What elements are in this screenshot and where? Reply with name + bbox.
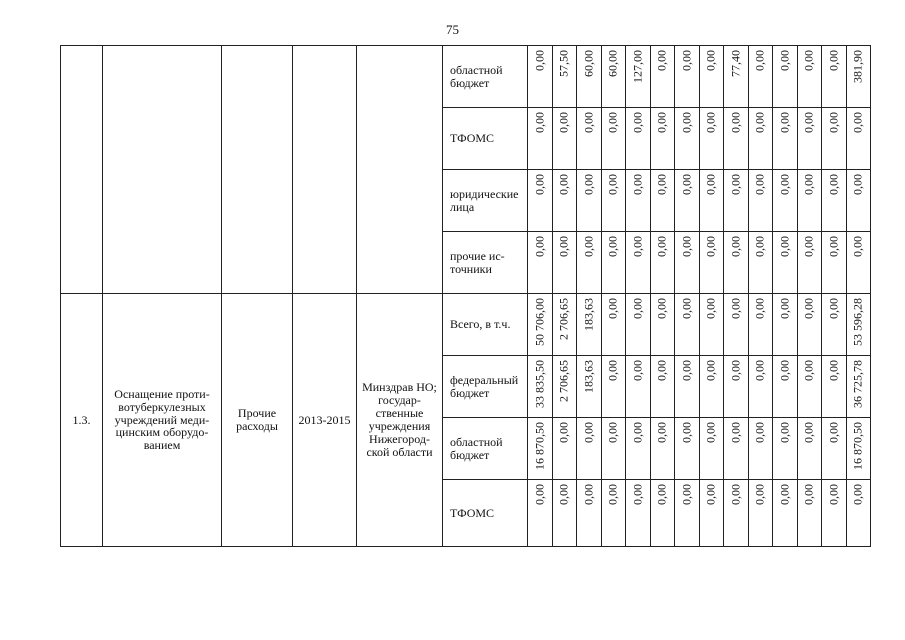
value-text: 183,63	[581, 298, 596, 331]
funding-source-label: федеральный бюджет	[450, 372, 519, 400]
value-text: 0,00	[826, 236, 841, 257]
value-cell	[528, 232, 553, 294]
value-text: 0,00	[850, 174, 865, 195]
value-text: 0,00	[826, 298, 841, 319]
value-cell	[577, 232, 602, 294]
value-cell	[773, 480, 798, 547]
value-text: 0,00	[728, 298, 743, 319]
value-cell	[773, 294, 798, 356]
value-cell	[797, 294, 822, 356]
value-text: 0,00	[605, 236, 620, 257]
value-cell	[699, 356, 724, 418]
value-text: 0,00	[532, 112, 547, 133]
value-text: 0,00	[679, 360, 694, 381]
value-cell	[528, 108, 553, 170]
value-cell	[797, 108, 822, 170]
value-cell	[846, 232, 871, 294]
value-text: 0,00	[630, 174, 645, 195]
value-cell	[724, 170, 749, 232]
value-text: 0,00	[826, 360, 841, 381]
value-text: 0,00	[728, 422, 743, 443]
value-text: 2 706,65	[556, 360, 571, 402]
value-cell	[552, 294, 577, 356]
value-cell	[699, 418, 724, 480]
executor-cell	[357, 294, 443, 547]
value-cell	[724, 294, 749, 356]
value-cell	[577, 480, 602, 547]
value-text: 0,00	[728, 484, 743, 505]
funding-source-cell	[443, 232, 528, 294]
value-text: 0,00	[703, 298, 718, 319]
value-cell	[724, 232, 749, 294]
value-text: 16 870,50	[532, 422, 547, 470]
value-text: 0,00	[850, 484, 865, 505]
funding-source-label: ТФОМС	[450, 505, 495, 520]
value-text: 0,00	[556, 174, 571, 195]
value-cell	[601, 108, 626, 170]
value-cell	[699, 170, 724, 232]
value-cell	[773, 170, 798, 232]
value-cell	[773, 356, 798, 418]
period-text: 2013-2015	[298, 412, 351, 427]
value-text: 381,90	[850, 50, 865, 83]
value-text: 0,00	[826, 422, 841, 443]
value-text: 0,00	[801, 236, 816, 257]
funding-source-label: прочие ис-точники	[450, 248, 505, 276]
executor-cell	[357, 46, 443, 294]
value-cell	[748, 480, 773, 547]
value-text: 0,00	[826, 174, 841, 195]
value-cell	[675, 418, 700, 480]
value-text: 0,00	[703, 236, 718, 257]
value-cell	[601, 294, 626, 356]
funding-source-label: ТФОМС	[450, 131, 495, 146]
value-text: 0,00	[556, 236, 571, 257]
value-text: 183,63	[581, 360, 596, 393]
funding-source-cell	[443, 294, 528, 356]
value-cell	[552, 108, 577, 170]
expense-type-cell	[222, 46, 293, 294]
value-cell	[797, 418, 822, 480]
value-cell	[699, 232, 724, 294]
value-cell	[724, 356, 749, 418]
value-cell	[748, 108, 773, 170]
value-text: 0,00	[777, 484, 792, 505]
value-text: 0,00	[801, 422, 816, 443]
value-cell	[626, 480, 651, 547]
value-text: 0,00	[605, 360, 620, 381]
value-text: 0,00	[826, 484, 841, 505]
value-text: 0,00	[532, 174, 547, 195]
period-cell	[293, 294, 357, 547]
value-text: 0,00	[777, 112, 792, 133]
value-text: 0,00	[752, 422, 767, 443]
value-cell	[675, 170, 700, 232]
value-cell	[650, 294, 675, 356]
value-text: 0,00	[532, 236, 547, 257]
value-cell	[846, 480, 871, 547]
value-text: 0,00	[777, 174, 792, 195]
value-text: 0,00	[703, 360, 718, 381]
funding-source-label: юридические лица	[450, 186, 519, 214]
value-text: 0,00	[703, 112, 718, 133]
value-text: 0,00	[630, 360, 645, 381]
value-cell	[577, 108, 602, 170]
value-text: 16 870,50	[850, 422, 865, 470]
value-cell	[626, 108, 651, 170]
funding-source-cell	[443, 46, 528, 108]
value-text: 0,00	[630, 236, 645, 257]
value-text: 0,00	[556, 422, 571, 443]
value-cell	[675, 108, 700, 170]
value-cell	[822, 46, 847, 108]
value-text: 0,00	[728, 360, 743, 381]
value-cell	[822, 170, 847, 232]
value-cell	[528, 170, 553, 232]
value-text: 53 596,28	[850, 298, 865, 346]
value-cell	[552, 170, 577, 232]
value-cell	[528, 46, 553, 108]
value-cell	[822, 232, 847, 294]
value-text: 0,00	[532, 484, 547, 505]
value-text: 36 725,78	[850, 360, 865, 408]
value-cell	[552, 46, 577, 108]
value-text: 0,00	[728, 236, 743, 257]
value-text: 0,00	[679, 236, 694, 257]
value-cell	[724, 480, 749, 547]
value-text: 0,00	[679, 298, 694, 319]
funding-source-cell	[443, 170, 528, 232]
value-text: 0,00	[777, 50, 792, 71]
value-cell	[773, 418, 798, 480]
page-number: 75	[446, 22, 459, 37]
value-cell	[528, 418, 553, 480]
value-text: 0,00	[801, 360, 816, 381]
value-text: 0,00	[679, 112, 694, 133]
value-cell	[552, 232, 577, 294]
value-cell	[675, 294, 700, 356]
value-text: 0,00	[826, 112, 841, 133]
value-cell	[699, 480, 724, 547]
value-cell	[748, 46, 773, 108]
value-cell	[552, 480, 577, 547]
value-cell	[528, 480, 553, 547]
table-row	[61, 294, 871, 356]
funding-source-label: Всего, в т.ч.	[450, 317, 511, 332]
value-text: 127,00	[630, 50, 645, 83]
value-text: 0,00	[801, 298, 816, 319]
value-cell	[626, 356, 651, 418]
value-text: 0,00	[777, 360, 792, 381]
value-cell	[601, 418, 626, 480]
value-text: 0,00	[850, 236, 865, 257]
value-text: 0,00	[630, 298, 645, 319]
value-cell	[552, 418, 577, 480]
value-cell	[724, 108, 749, 170]
value-text: 0,00	[703, 422, 718, 443]
value-cell	[797, 356, 822, 418]
value-text: 50 706,00	[532, 298, 547, 346]
value-text: 0,00	[605, 298, 620, 319]
value-text: 0,00	[630, 484, 645, 505]
value-cell	[601, 170, 626, 232]
period-cell	[293, 46, 357, 294]
executor-text: Минздрав НО; государ-ственные учреждения Нижегород-ской области	[362, 380, 437, 459]
value-cell	[552, 356, 577, 418]
value-cell	[650, 232, 675, 294]
value-text: 0,00	[605, 174, 620, 195]
value-cell	[699, 294, 724, 356]
value-cell	[650, 356, 675, 418]
value-cell	[650, 170, 675, 232]
value-cell	[773, 46, 798, 108]
value-text: 60,00	[581, 50, 596, 77]
value-cell	[748, 356, 773, 418]
value-text: 0,00	[630, 422, 645, 443]
value-text: 0,00	[801, 50, 816, 71]
value-cell	[675, 232, 700, 294]
value-cell	[675, 480, 700, 547]
item-name-cell	[103, 294, 222, 547]
item-name-cell	[103, 46, 222, 294]
value-cell	[797, 46, 822, 108]
value-text: 0,00	[850, 112, 865, 133]
value-text: 0,00	[703, 50, 718, 71]
value-cell	[846, 170, 871, 232]
value-cell	[773, 232, 798, 294]
value-cell	[650, 480, 675, 547]
value-text: 33 835,50	[532, 360, 547, 408]
value-text: 0,00	[752, 112, 767, 133]
value-text: 0,00	[532, 50, 547, 71]
value-cell	[846, 418, 871, 480]
value-cell	[846, 46, 871, 108]
value-text: 0,00	[777, 236, 792, 257]
value-text: 0,00	[581, 112, 596, 133]
value-text: 0,00	[826, 50, 841, 71]
item-number-cell	[61, 294, 103, 547]
value-cell	[748, 294, 773, 356]
value-text: 0,00	[556, 484, 571, 505]
value-text: 0,00	[801, 174, 816, 195]
value-text: 0,00	[752, 484, 767, 505]
value-text: 0,00	[654, 236, 669, 257]
value-text: 0,00	[777, 298, 792, 319]
value-cell	[748, 232, 773, 294]
value-cell	[797, 232, 822, 294]
value-cell	[724, 418, 749, 480]
value-text: 2 706,65	[556, 298, 571, 340]
value-cell	[797, 170, 822, 232]
value-cell	[626, 294, 651, 356]
value-cell	[846, 294, 871, 356]
value-text: 0,00	[752, 298, 767, 319]
funding-source-cell	[443, 418, 528, 480]
value-text: 0,00	[752, 236, 767, 257]
value-text: 0,00	[654, 484, 669, 505]
value-cell	[626, 418, 651, 480]
value-text: 0,00	[752, 174, 767, 195]
value-text: 0,00	[581, 422, 596, 443]
value-cell	[822, 480, 847, 547]
value-text: 57,50	[556, 50, 571, 77]
value-text: 0,00	[654, 360, 669, 381]
value-text: 0,00	[679, 174, 694, 195]
value-text: 0,00	[654, 50, 669, 71]
value-text: 0,00	[556, 112, 571, 133]
value-cell	[626, 170, 651, 232]
item-number-cell	[61, 46, 103, 294]
item-name-text: Оснащение проти-вотуберкулезных учреждений меди-цинским оборудо-ванием	[114, 386, 210, 453]
table-row	[61, 46, 871, 108]
value-cell	[675, 356, 700, 418]
value-text: 0,00	[801, 112, 816, 133]
value-text: 0,00	[581, 236, 596, 257]
value-text: 0,00	[605, 112, 620, 133]
value-cell	[626, 46, 651, 108]
value-cell	[822, 108, 847, 170]
value-text: 0,00	[703, 174, 718, 195]
value-text: 0,00	[752, 360, 767, 381]
value-text: 0,00	[801, 484, 816, 505]
value-cell	[528, 294, 553, 356]
value-cell	[846, 356, 871, 418]
expense-type-cell	[222, 294, 293, 547]
value-cell	[577, 170, 602, 232]
funding-source-cell	[443, 480, 528, 547]
value-cell	[650, 108, 675, 170]
value-text: 0,00	[752, 50, 767, 71]
program-funding-table	[60, 45, 871, 547]
value-cell	[601, 46, 626, 108]
value-cell	[650, 46, 675, 108]
funding-source-cell	[443, 356, 528, 418]
value-cell	[748, 170, 773, 232]
value-text: 0,00	[581, 174, 596, 195]
value-text: 0,00	[679, 50, 694, 71]
value-cell	[797, 480, 822, 547]
value-cell	[650, 418, 675, 480]
value-text: 0,00	[605, 422, 620, 443]
value-cell	[699, 108, 724, 170]
value-cell	[577, 418, 602, 480]
value-text: 0,00	[728, 174, 743, 195]
funding-source-cell	[443, 108, 528, 170]
value-text: 0,00	[654, 174, 669, 195]
value-text: 0,00	[679, 422, 694, 443]
value-cell	[822, 294, 847, 356]
value-cell	[601, 480, 626, 547]
value-text: 0,00	[654, 298, 669, 319]
value-cell	[822, 356, 847, 418]
value-text: 0,00	[654, 422, 669, 443]
value-cell	[577, 356, 602, 418]
value-cell	[748, 418, 773, 480]
value-text: 77,40	[728, 50, 743, 77]
value-text: 0,00	[777, 422, 792, 443]
value-cell	[577, 294, 602, 356]
funding-source-label: областной бюджет	[450, 434, 503, 462]
expense-type-text: Прочие расходы	[236, 406, 278, 433]
funding-source-label: областной бюджет	[450, 62, 503, 90]
value-text: 0,00	[679, 484, 694, 505]
value-text: 0,00	[605, 484, 620, 505]
value-cell	[528, 356, 553, 418]
value-cell	[601, 232, 626, 294]
value-cell	[577, 46, 602, 108]
value-text: 0,00	[654, 112, 669, 133]
value-cell	[601, 356, 626, 418]
value-cell	[724, 46, 749, 108]
value-cell	[675, 46, 700, 108]
value-text: 60,00	[605, 50, 620, 77]
value-text: 0,00	[728, 112, 743, 133]
value-cell	[773, 108, 798, 170]
value-text: 0,00	[703, 484, 718, 505]
value-text: 0,00	[630, 112, 645, 133]
value-text: 0,00	[581, 484, 596, 505]
value-cell	[846, 108, 871, 170]
value-cell	[822, 418, 847, 480]
value-cell	[626, 232, 651, 294]
item-number-text: 1.3.	[72, 412, 91, 427]
value-cell	[699, 46, 724, 108]
